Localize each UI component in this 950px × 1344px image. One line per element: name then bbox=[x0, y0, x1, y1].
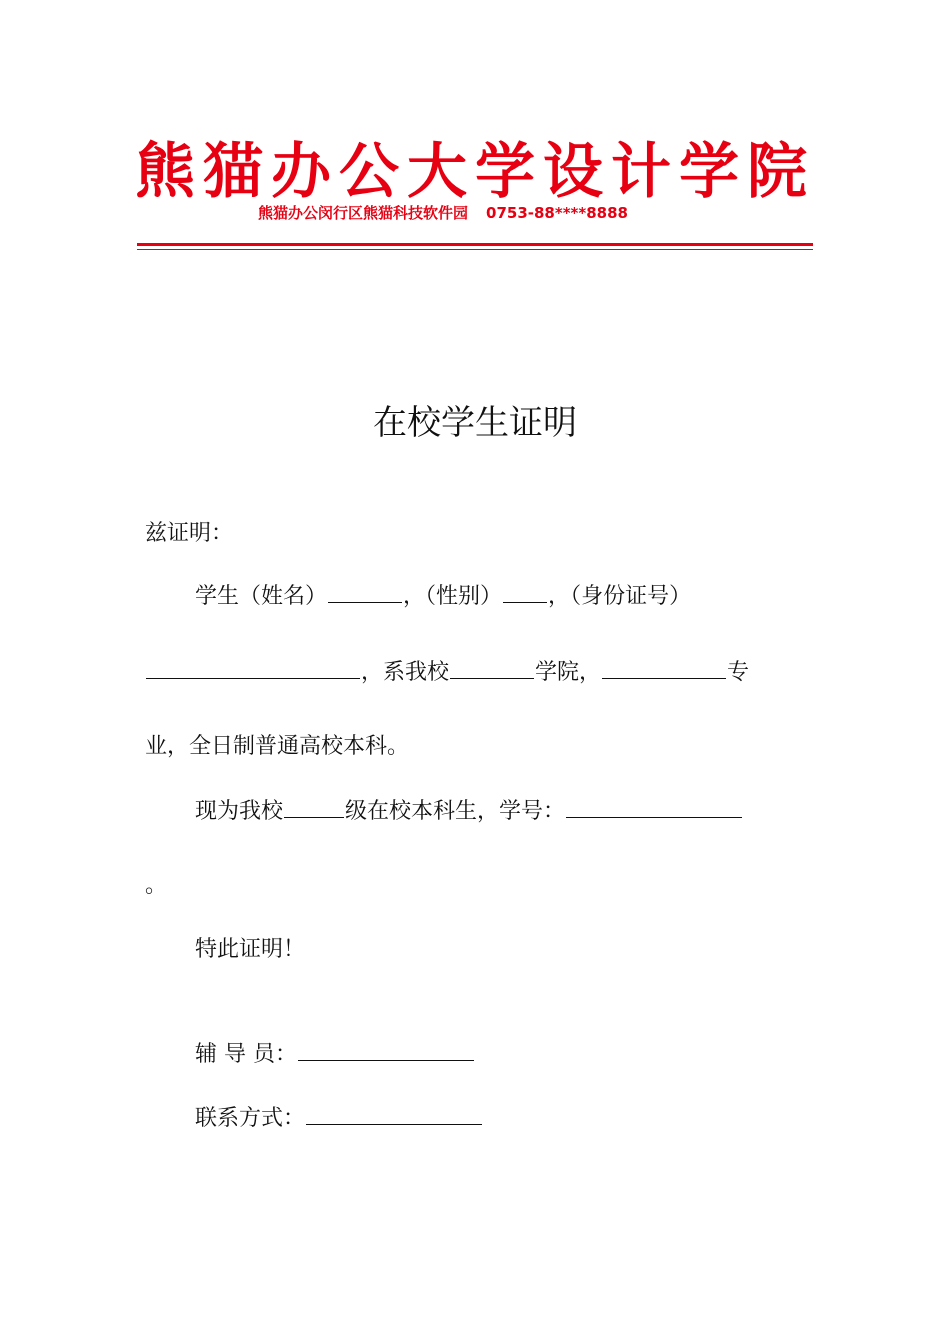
paragraph-line-4 bbox=[195, 795, 743, 828]
paragraph-line-3: 业，全日制普通高校本科。 bbox=[145, 734, 410, 759]
gender-blank bbox=[503, 580, 547, 603]
closing-statement: 特此证明！ bbox=[195, 937, 306, 962]
paragraph-line-2 bbox=[145, 656, 749, 689]
letterhead-address: 熊猫办公闵行区熊猫科技软件园 bbox=[258, 204, 469, 222]
letterhead-phone: 0753-88****8888 bbox=[486, 204, 628, 222]
grade-suffix: 级在校本科生，学号： bbox=[345, 799, 566, 824]
student-name-blank bbox=[328, 580, 402, 603]
counselor-label: 辅 导 员： bbox=[195, 1042, 297, 1067]
separator: ， bbox=[403, 584, 426, 609]
document-title: 在校学生证明 bbox=[373, 403, 577, 443]
grade-prefix: 现为我校 bbox=[195, 799, 284, 824]
student-id-blank bbox=[566, 795, 742, 818]
salutation: 兹证明： bbox=[145, 521, 234, 546]
college-blank bbox=[450, 656, 534, 679]
paragraph-line-5: 。 bbox=[145, 873, 168, 898]
contact-blank bbox=[306, 1102, 482, 1125]
major-blank bbox=[602, 656, 726, 679]
grade-blank bbox=[284, 795, 344, 818]
school-prefix: ，系我校 bbox=[361, 660, 450, 685]
paragraph-line-1 bbox=[195, 580, 691, 613]
letterhead-subline bbox=[258, 202, 628, 224]
counselor-blank bbox=[298, 1038, 474, 1061]
letterhead-title: 熊猫办公大学设计学院 bbox=[135, 137, 815, 207]
separator: ， bbox=[548, 584, 571, 609]
major-suffix: 专 bbox=[727, 660, 750, 685]
letterhead-rule-thick bbox=[137, 243, 813, 246]
student-name-label: 学生（姓名） bbox=[195, 584, 328, 609]
letterhead-rule-thin bbox=[137, 249, 813, 250]
id-number-label: （身份证号） bbox=[570, 584, 692, 609]
id-number-blank bbox=[146, 656, 360, 679]
college-label: 学院， bbox=[535, 660, 602, 685]
contact-line bbox=[195, 1102, 483, 1135]
contact-label: 联系方式： bbox=[195, 1106, 306, 1131]
gender-label: （性别） bbox=[425, 584, 503, 609]
counselor-line bbox=[195, 1038, 475, 1071]
